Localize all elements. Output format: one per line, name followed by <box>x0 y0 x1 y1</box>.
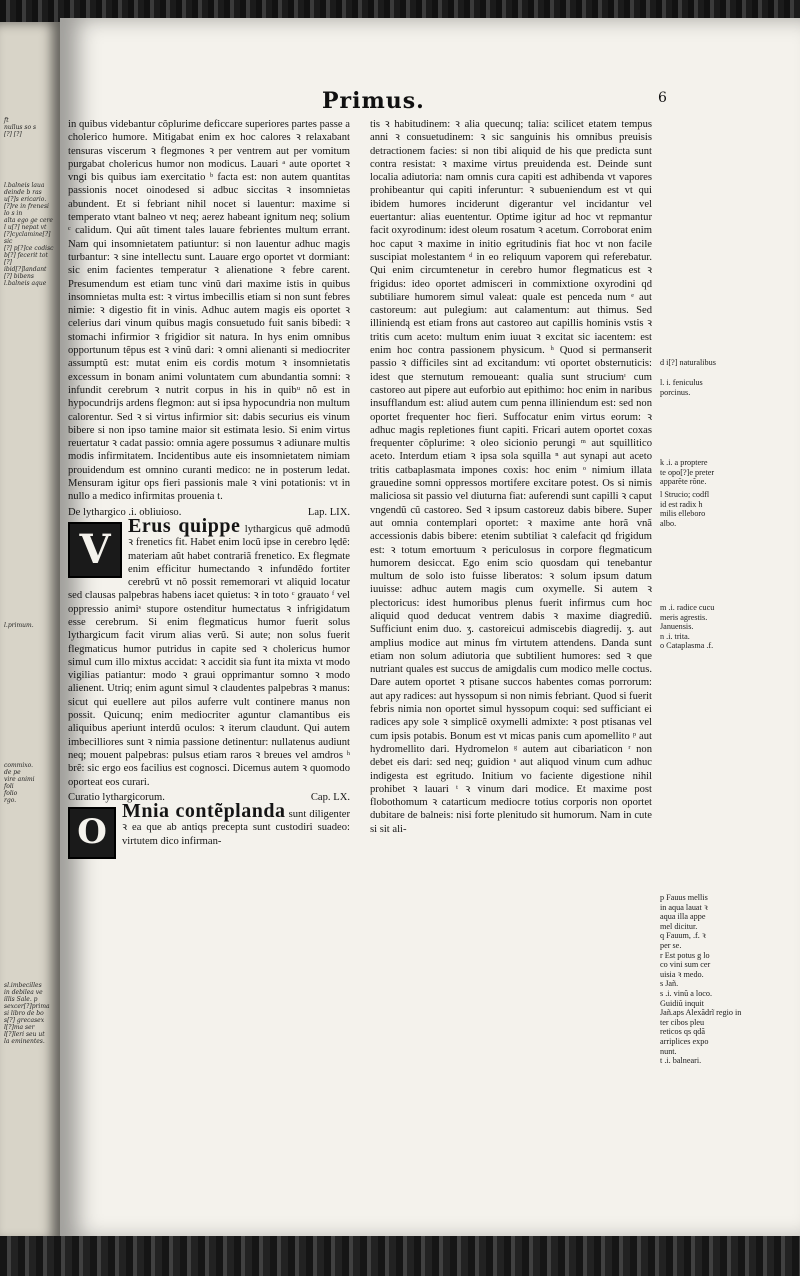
facing-page-fragment: commixo. de pe vire animi foli folio rgo. <box>4 762 35 804</box>
paragraph: lythargicus quẽ admodũ ꝛ frenetics fit. Habet enim locũ ipse in cerebro lędẽ: materiam aũt habet contrariã frenetico. Ex flegmate enim efficitur humectando ꝛ infundẽdo fortiter cerebrũ vt nõ possit rememorari vt aliquid locatur sed clausas palpebras habens iacet quietus: ꝛ in toto ᶜ grauato ᶠ vel oppressio animiˢ stupore ostenditur humectatus ꝛ infrigidatum esse cerebrum. Si enim flegmaticus humor fuerit solus lythargicum facit virum alias verũ. Si aute; non solus fuerit flegmaticus humor putridus in capite sed ꝛ cholericus humor simul cum illo mixtus accidat: ꝛ accidit sia funt ita mixta vt modo vigilias patiantur: modo ꝛ graui opprimantur somno ꝛ modo alienent. Utriq; enim agunt simul ꝛ claudentes palpebras ꝛ manus: sicut qui euellere aut pilos auferre vult continere manus non possit. Quicunq; enim mediocriter aguntur clamantibus eis aliquibus aperiunt interdũ oculos: ꝛ iterum claudunt. Qui autem imbecilliores sunt ꝛ nimia passione detinentur: nullatenus audiunt neq; mouent palpebras: pulsus etiam raros ꝛ breues vel amdros ʰ brẽ: sic ergo eos facilius est cognosci. Dicemus autem ꝛ quomodo oporteat eos curari. <box>68 523 350 788</box>
chapter-number: Lap. LIX. <box>307 506 350 518</box>
marginal-note: m .i. radice cucu meris agrestis. Januensis. n .i. trita. o Cataplasma .f. <box>660 603 715 651</box>
facing-page-fragment: l.primum. <box>4 622 34 629</box>
running-head: Primus. <box>322 88 425 114</box>
decorated-initial: V <box>68 522 122 578</box>
decorated-initial: O <box>68 807 116 859</box>
facing-page-edge <box>0 22 60 1242</box>
marginal-note: k .i. a proptere te opo[?]e preter apparẽte rõne. <box>660 458 715 487</box>
facing-page-fragment: sl.imbecilles in debilea ve illis Sale. p sexcer[?]prima si libro de bo s[?] grecasex l[?]ma ser l[?]leri seu ut la eminentes. <box>4 982 50 1045</box>
marginal-note: p Fauus mellis in aqua lauat ꝛ aqua illa appe mel dicitur. q Fauum, .f. ꝛ per se. r Est potus g lo co vini sum cer uisia ꝛ medo. s Jañ. s .i. vinũ a loco. Guidiũ inquit Jañ.aps Alexãdrĩ regio in ter cibos pleu reticos qs qdã arriplices expo nunt. t .i. balneari. <box>660 893 742 1066</box>
marginal-note: l Strucio; codfl id est radix h milis elleboro albo. <box>660 490 710 528</box>
chapter-lead-words: Mnia contẽplanda <box>122 800 286 823</box>
facing-page-fragment: ft nullus so s [?] [?] <box>4 117 37 138</box>
chapter-title: Curatio lythargicorum. <box>68 791 165 803</box>
paragraph: in quibus videbantur cõplurime deficcare superiores partes passe a cholerico humore. Mitigabat enim ex hoc calores ꝛ relaxabant tensuras viscerum ꝛ flegmones ꝛ per ventrem aut per vomitum purgabat cholericus humor non modicus. Lauari ᵃ aute oportet ꝛ vngi bis quibus iam exercitatio ᵇ facta est: non autem quantitas passionis nocet oinodesed si adbuc siccitas ꝛ insomnietas abundent. Et si febriant nihil nocet si lauentur: maxime si temperato vtant balneo vt neq; aerez habeant ignitum neq; solium ᶜ calidum. Qui aũt timent tales lauare febrientes multum errant. Nam qui insomnietatem patiuntur: si non lauentur adhuc magis turbantur: ꝛ sine intellectu sunt. Lauare ergo oportet vt dormiant: sic enim facientes temperatur ꝛ alienatione ꝛ febre carent. Presumendum est etiam tunc vinũ dari maxime istis in quibus insomnietas multa est: ꝛ virtus imbecillis etiam si non sunt febres nimie: ꝛ digestio fit in vinis. Adhuc autem magis eis oportet ꝛ celerius dari vinum quibus magis consuetudo fuit sanis bibedi: ꝛ stomachi infirmior ꝛ frigidior sit natura. In hys enim omnibus opportunum tẽpus est ꝛ vinũ dari: ꝛ omni alienanti si mediocriter assumptũ est: mutat enim eis cordis motum ꝛ insomnietatis excessum in bonam animi voluntatem cum abundantia somni: ꝛ infundit cerebrum ꝛ nutrit corpus in his in quibᵘ nõ est in hypocundrijs ardens flegmon: aut si ipsa hypocundria non multum calorentur. Sed ꝛ si virtus infirmior sit: dabis securius eis vinum bibere si non ipso tamine maior sit estimata lesio. Si enim virtus reuertatur ꝛ cadat passio: omnia agere possumus ꝛ adiunare multis modis infirmitatem. Incidentibus aute eis insomnietatem nimiam prouidendum est omnino curanti medico: ne in posterum ledat. Mensuram igitur ops fieri passionis male ꝛ vini potationis: vt in nullo a medico infirmitas prouenia t. <box>68 119 350 503</box>
chapter-title: De lythargico .i. obliuioso. <box>68 506 182 518</box>
facing-page-fragment: l.balneis laua deinde b ras u[?]s ericario. [?]re in frenesi lo s in alta ego ge cere l u[?] nepat vt [?]cyclamine[?] sic [?] p[?]ce codisc b[?] fecerit tot [?] ibid[?]landant [?] bibens l.balneis aque <box>4 182 54 287</box>
paragraph: tis ꝛ habitudinem: ꝛ alia quecunq; talia: scilicet etatem tempus anni ꝛ consuetudinem: ꝛ sic sanguinis his omnibus preuisis detractionem facies: si non tibi aliquid de his que predicta sunt contra resistat: ꝛ maxime virtus preuidenda est. Deinde sunt localia adiutoria: nam omnis cura capiti est adhibenda vt vapores prohibeantur qui capiti inferuntur: ꝛ subueniendum est vt qui ibidem humores inciderunt digerantur vel incidantur vel euertantur: alias euententur. Optime igitur ad hoc vt repmantur facit oxyrodinum: idest oleum rosatum ꝛ acetum. Corroborat enim hoc caput ꝛ maxime in initio egritudinis fiat hoc vt non facile suscipiat molestantem ᵈ in eo reliquum vaporem qui referebatur. Qui enim circumtenetur in cerebro humor flegmaticus est ꝛ frigidus: ideo oportet admisceri in commixtione oxyrodini qd subtiliare humorem simul valeat: quale est penceda num ᵉ aut castoreum: aut pulegium: aut calamentum: aut thimus. Sed illiniendą est etiam frons aut castoreo aut capillis hominis vstis ꝛ tritis cum aceto: multum enim iuuat ꝛ excitat sic iacentem: est enim hoc contra passionem physicum. ʰ Quod si permanserit passio ꝛ difficiles sint ad excitandum: vti oportet obsternuticis: idest que sternutum remoueant: qualia sunt struciumᶦ cum castoreo aut pipere aut euforbio aut epithimo: hoc enim in naribus insufflandum est: aliud autem cum penna illiniendum est: sed non oportet frequenter hoc fieri. Suffocatur enim virtus eorum: ꝛ adhuc magis repletiones fiunt capiti. Fricari autem oportet coxas frequenter cõplurime: ꝛ oleo sicionio perungi ᵐ aut squillitico aceto. Interdum etiam ꝛ ipsa sola squilla ⁿ aut synapi aut aceto tritis catbaplasmata impones coxis: hoc enim ᵒ nimium illata grauedine somni oppressos mortifere excitare potest. Os si nimis maliciosa sit passio vel diuturna fiat: auferendi sunt capilli ꝛ caput vngendũ cũ castoreo. Sed ꝛ ipsum castoreuz dabis bibere. Super aut omnia contemplari oportet: ꝛ maxime ante horã vnã accessionis dabis bibere: etenim subtiliat ꝛ calefacit qd frigidum est: ꝛ totum emortuum ꝛ periculosus in corpore flegmaticum humorem desiccat. Ego enim scio quosdam qui tenebantur multum de solo isto fuisse liberatos: ꝛ solum ipsum datum iuuisse: adhuc autem magis cum oxymelle. Si autem ꝛ plectoricus: idest humoribus plenus fuerit infirmus cum hoc aliquid quod deducat ventrem dabis ꝛ maxime diagrediũ. Sufficiunt enim duo. ʒ. castoreicui admiscebis diagredij. ʒ. aut amplius modice aut minus fm virtutem attendens. Danda sunt etiam non solum adiutoria que subtilient humores: sed ꝛ que nutriant quales est succus de amigdalis cum modico melle coctus. Dare autem oportet ꝛ ptisane succos habentes comas porrorum: aut apy radices: aut hyssopum si non nimis febriant. Quod si fuerit febris nimia non oportet simul hyssopum coqui: sed sufficiant ei radices apy sole ꝛ simplicẽ oxymelli admixte: ꝛ post ptisanas vel cum ipsis potabis. Bonum est vt micas panis cum apomellito ᵖ aut hydromellito dari. Hydromelon ᵍ autem aut cibariaticon ʳ non debet eis dari: sed neq; guidion ˢ aut aliquod vinum cum adhuc indigesta est egritudo. Initium vo faciente digestione nihil prohibet ꝛ lauari ᵗ ꝛ vinum dari modice. Et maxime post flobothomum ꝛ catarticum mediocre totius corporis non oportet dubitare de balneis: nisi forte plenitudo sit humorum. Nam in cute si sit ali- <box>370 119 652 835</box>
chapter-opening <box>68 800 350 853</box>
chapter-lead-words: Erus quippe <box>128 514 241 537</box>
paragraph: sunt diligenter ꝛ ea que ab antiqs precepta sunt custodiri suadeo: virtutem dico infirman- <box>122 809 350 847</box>
folio-number: 6 <box>658 90 667 106</box>
scan-border-bottom <box>0 1236 800 1276</box>
marginal-note: l. i. feniculus porcinus. <box>660 378 703 397</box>
text-column-right <box>370 118 652 836</box>
chapter-opening <box>68 514 350 789</box>
marginal-note: d i[?] naturalibus <box>660 358 716 367</box>
chapter-number: Cap. LX. <box>310 791 350 803</box>
text-column-left <box>68 118 350 859</box>
book-page <box>60 18 800 1240</box>
